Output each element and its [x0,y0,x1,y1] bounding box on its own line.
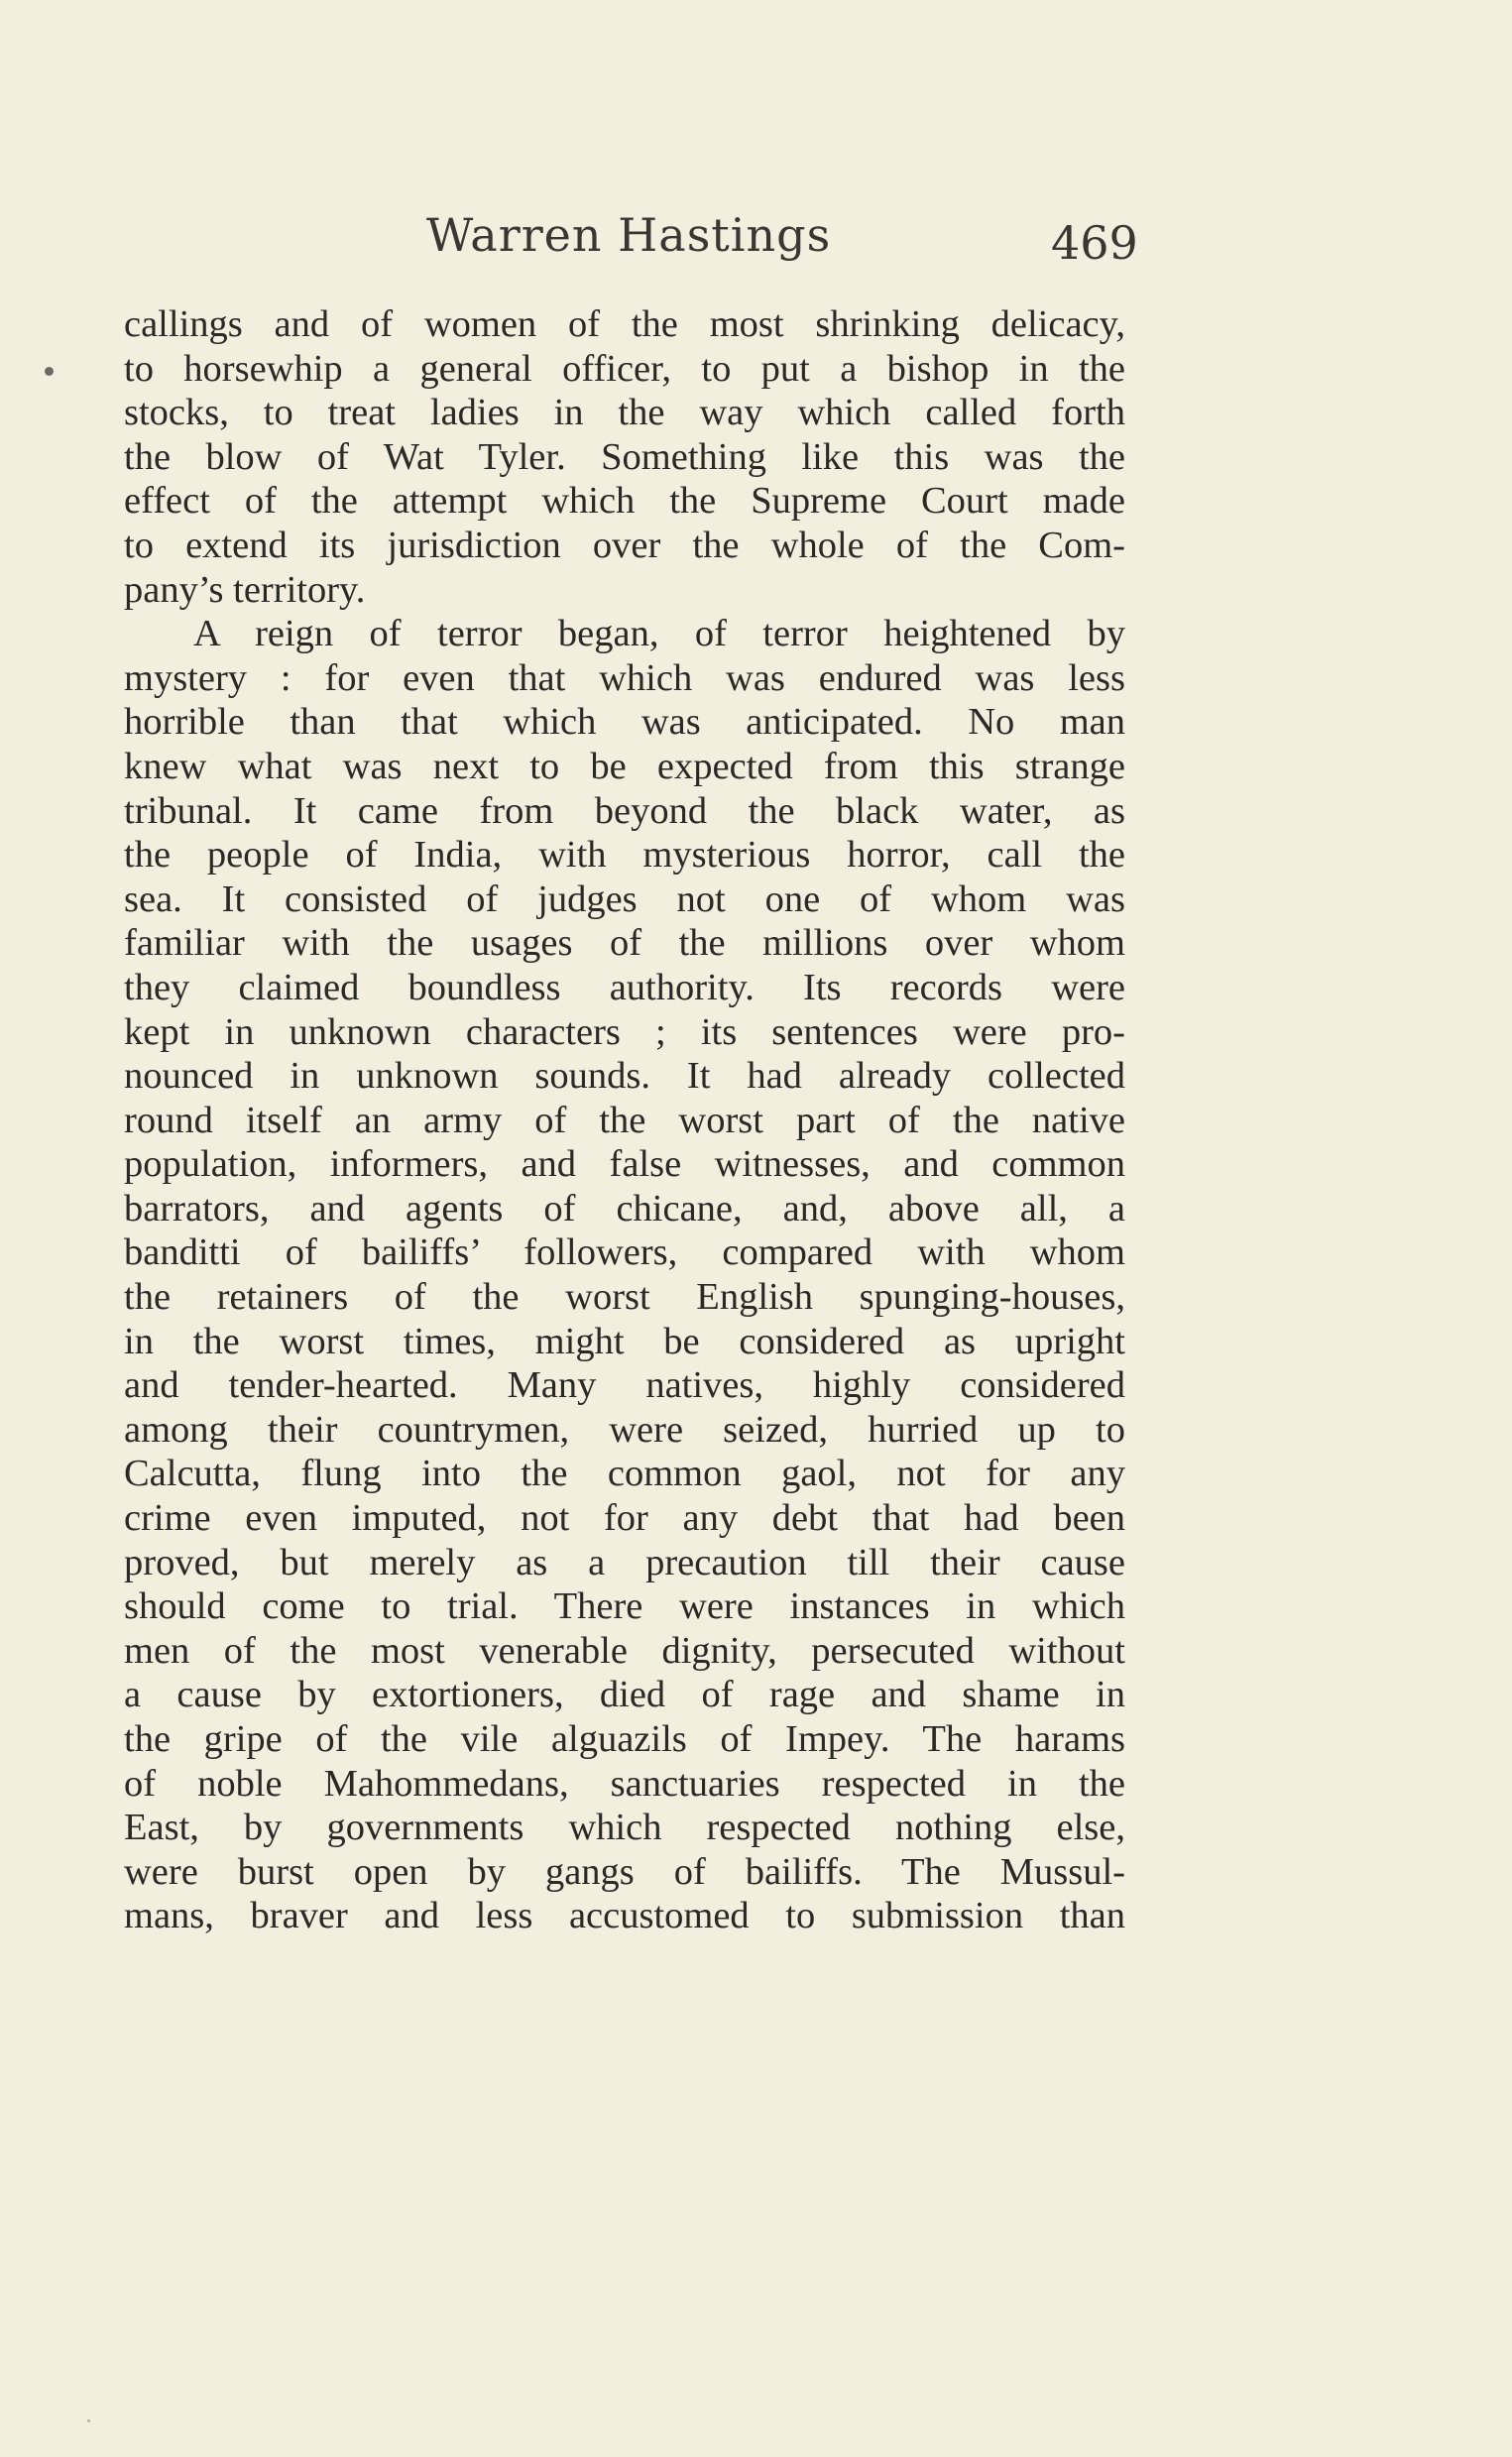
text-line: pany’s territory. [124,568,366,611]
text-line: banditti of bailiffs’ followers, compared with whom [124,1231,1125,1274]
text-line: mans, braver and less accustomed to submission than [124,1895,1125,1937]
text-line: they claimed boundless authority. Its records were [124,966,1125,1008]
text-line: to horsewhip a general officer, to put a bishop in the [124,347,1125,390]
text-line: the blow of Wat Tyler. Something like this was the [124,435,1125,478]
text-line: population, informers, and false witnesses, and common [124,1143,1125,1186]
margin-mark [45,367,54,376]
text-line: to extend its jurisdiction over the whole of the Com- [124,524,1125,566]
text-line: the people of India, with mysterious horror, call the [124,834,1125,877]
text-line: familiar with the usages of the millions over whom [124,922,1125,965]
text-line: nounced in unknown sounds. It had already collected [124,1055,1125,1098]
text-line: Calcutta, flung into the common gaol, not for any [124,1453,1125,1495]
text-line: mystery : for even that which was endured was less [124,656,1125,699]
paragraph-start-line: A reign of terror began, of terror heightened by [193,613,1125,655]
paper-speck [87,2419,90,2422]
page-number: 469 [1051,216,1138,270]
text-line: effect of the attempt which the Supreme Court made [124,480,1125,523]
text-line: kept in unknown characters ; its sentences were pro- [124,1010,1125,1053]
text-line: should come to trial. There were instances in which [124,1585,1125,1628]
text-line: in the worst times, might be considered as upright [124,1320,1125,1362]
text-line: knew what was next to be expected from this strange [124,745,1125,787]
body-text [124,302,1125,1938]
text-line: barrators, and agents of chicane, and, above all, a [124,1187,1125,1229]
text-line: callings and of women of the most shrinking delicacy, [124,303,1125,345]
text-line: East, by governments which respected nothing else, [124,1807,1125,1849]
text-line: the gripe of the vile alguazils of Impey. The harams [124,1718,1125,1760]
text-line: a cause by extortioners, died of rage and shame in [124,1674,1125,1716]
text-line: round itself an army of the worst part of the native [124,1099,1125,1141]
text-line: the retainers of the worst English spunging-houses, [124,1276,1125,1319]
text-line: among their countrymen, were seized, hurried up to [124,1408,1125,1451]
text-line: of noble Mahommedans, sanctuaries respected in the [124,1762,1125,1805]
text-line: and tender-hearted. Many natives, highly considered [124,1364,1125,1407]
text-line: proved, but merely as a precaution till their cause [124,1541,1125,1583]
text-line: sea. It consisted of judges not one of whom was [124,878,1125,920]
text-line: stocks, to treat ladies in the way which called forth [124,392,1125,434]
text-line: tribunal. It came from beyond the black water, as [124,789,1125,832]
text-line: crime even imputed, not for any debt that had been [124,1497,1125,1540]
running-title: Warren Hastings [426,208,832,262]
text-line: were burst open by gangs of bailiffs. The Mussul- [124,1850,1125,1893]
text-line: men of the most venerable dignity, persecuted without [124,1629,1125,1672]
text-line: horrible than that which was anticipated. No man [124,701,1125,744]
